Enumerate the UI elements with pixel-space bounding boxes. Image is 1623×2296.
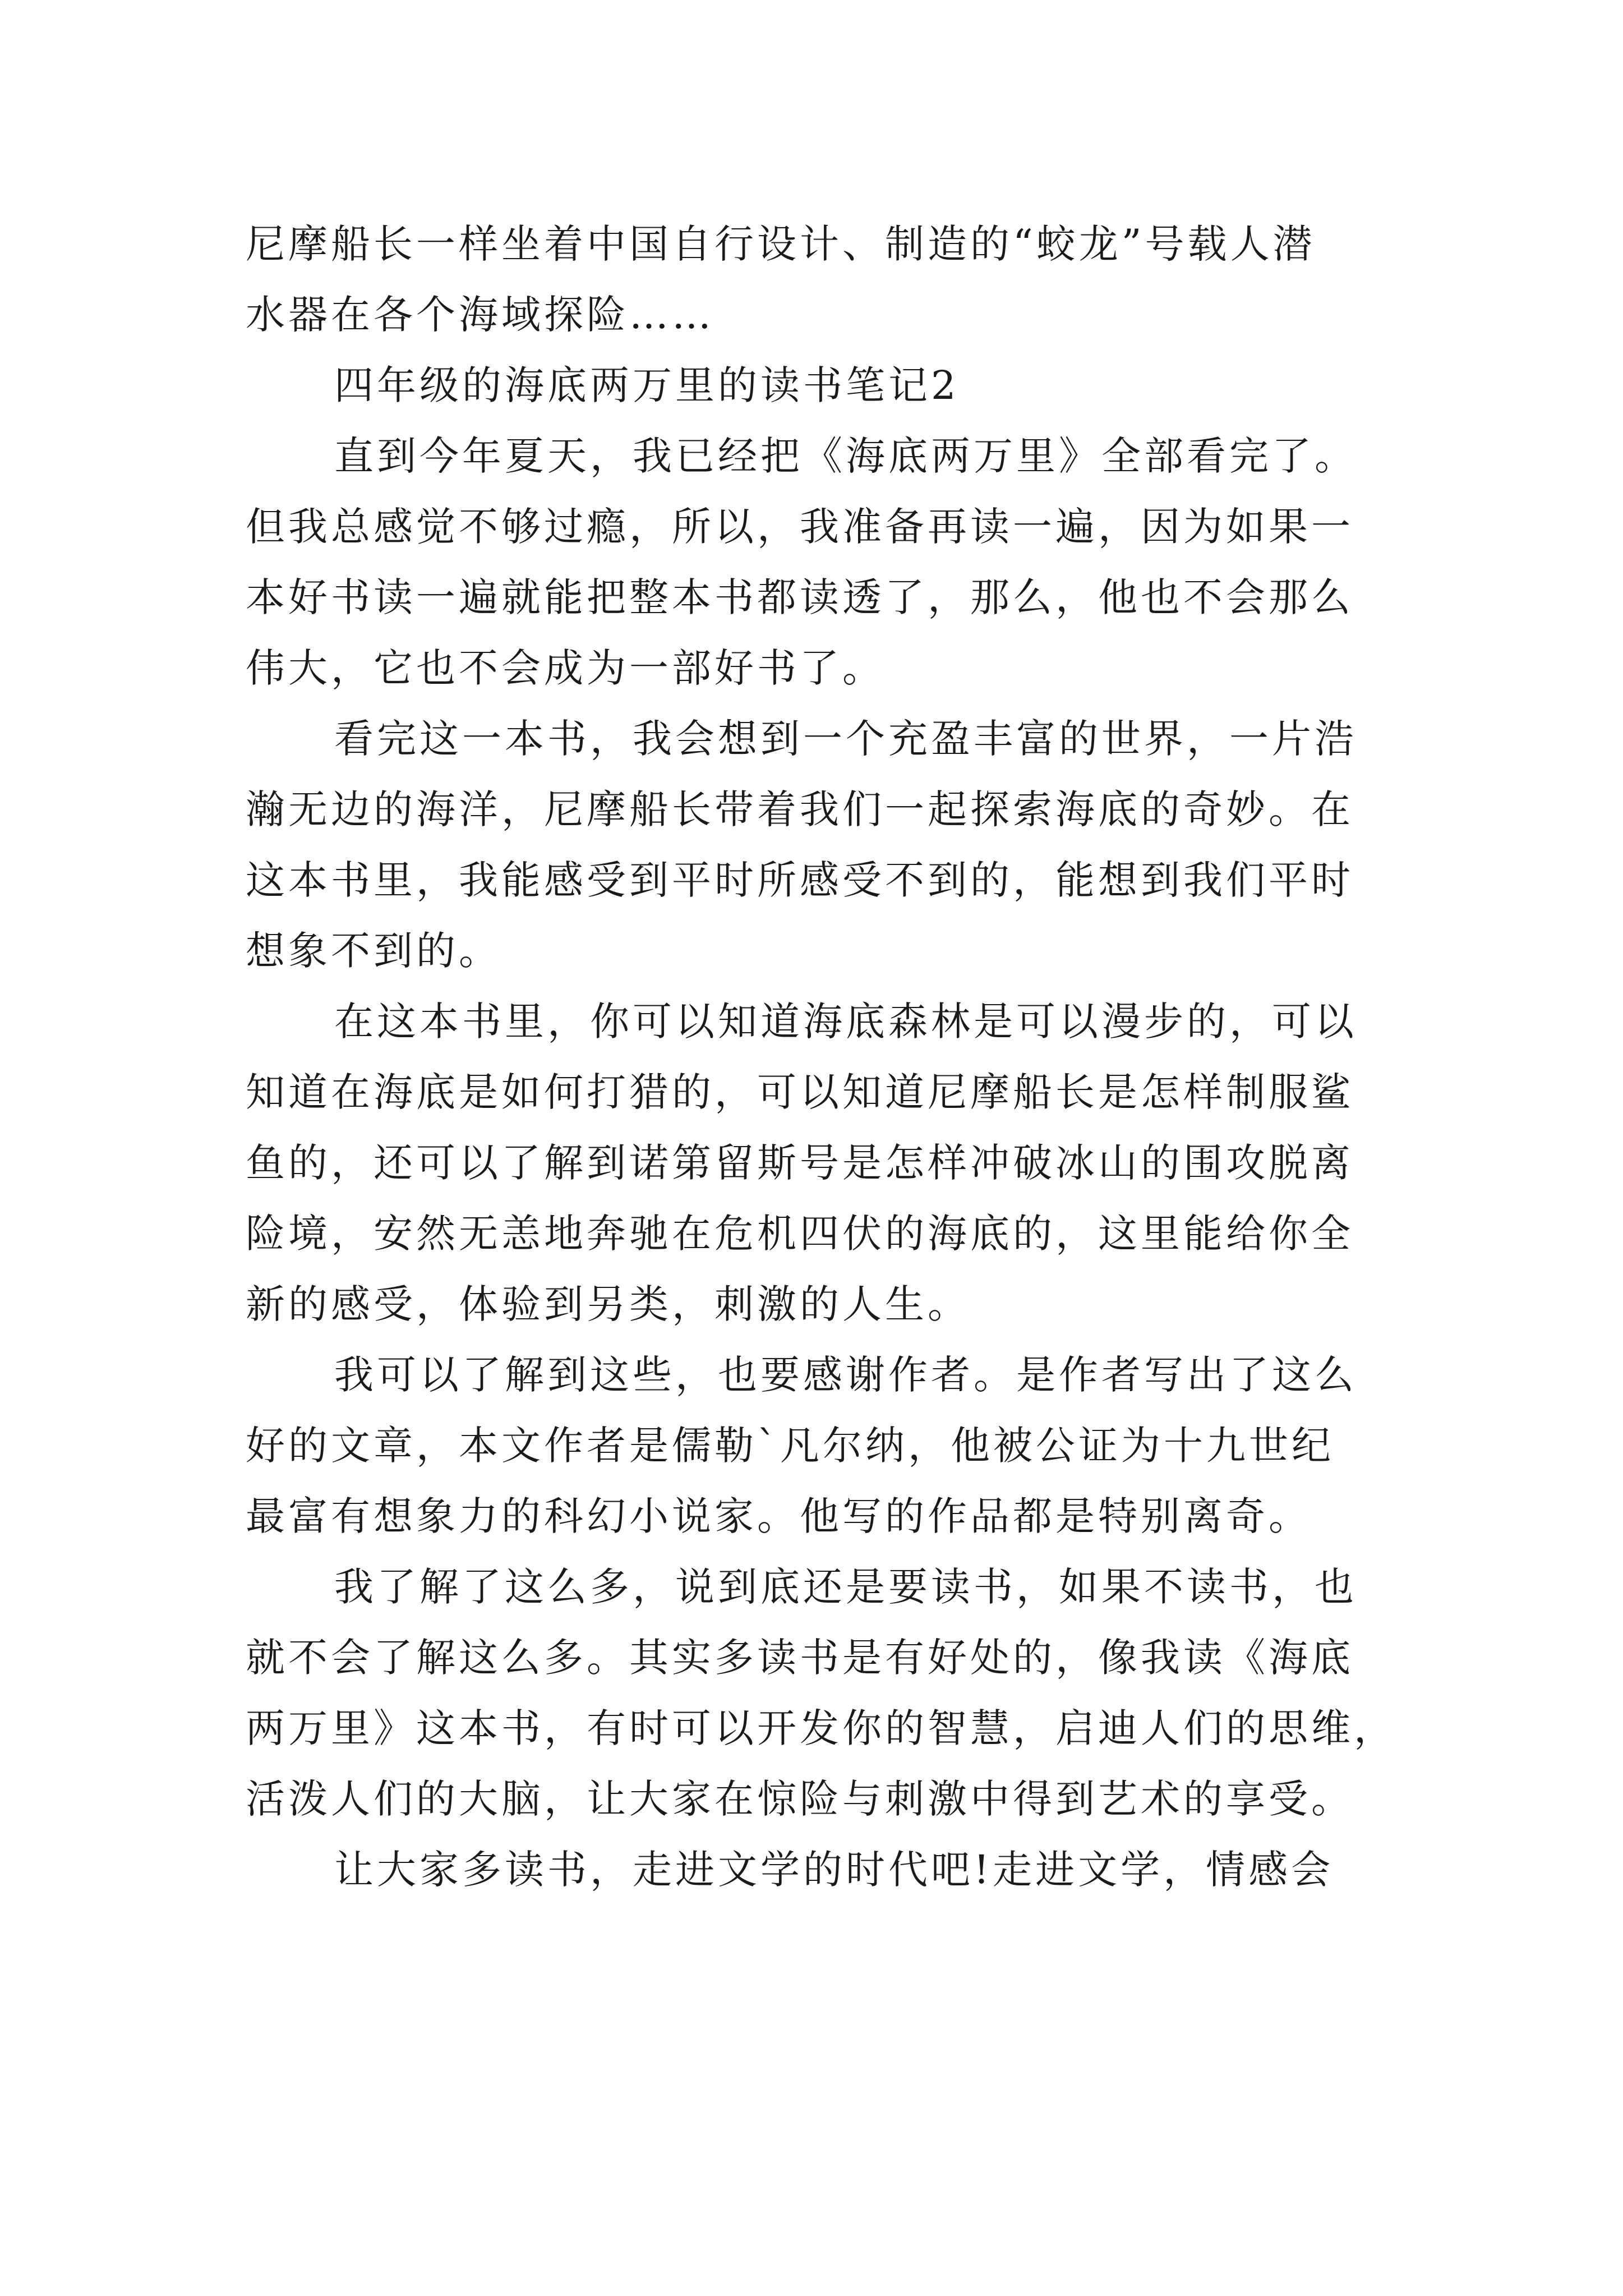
document-body xyxy=(246,209,1396,1905)
text-line: 鱼的，还可以了解到诺第留斯号是怎样冲破冰山的围攻脱离 xyxy=(246,1140,1354,1186)
text-line: 瀚无边的海洋，尼摩船长带着我们一起探索海底的奇妙。在 xyxy=(246,786,1354,832)
text-line: 这本书里，我能感受到平时所感受不到的，能想到我们平时 xyxy=(246,857,1354,903)
text-line: 伟大，它也不会成为一部好书了。 xyxy=(246,645,885,691)
paragraph-5 xyxy=(246,986,1378,1340)
text-line: 最富有想象力的科幻小说家。他写的作品都是特别离奇。 xyxy=(246,1493,1311,1539)
section-heading xyxy=(246,350,1378,421)
text-line: 活泼人们的大脑，让大家在惊险与刺激中得到艺术的享受。 xyxy=(246,1776,1354,1822)
paragraph-8 xyxy=(246,1834,1378,1905)
text-line: 我了解了这么多，说到底还是要读书，如果不读书，也 xyxy=(334,1564,1357,1610)
heading-line: 四年级的海底两万里的读书笔记2 xyxy=(334,362,960,408)
text-line: 两万里》这本书，有时可以开发你的智慧，启迪人们的思维， xyxy=(246,1705,1396,1751)
text-line: 本好书读一遍就能把整本书都读透了，那么，他也不会那么 xyxy=(246,574,1354,620)
text-line: 看完这一本书，我会想到一个充盈丰富的世界，一片浩 xyxy=(334,716,1357,762)
text-line: 想象不到的。 xyxy=(246,928,501,974)
paragraph-7 xyxy=(246,1552,1396,1834)
text-line: 在这本书里，你可以知道海底森林是可以漫步的，可以 xyxy=(334,999,1357,1045)
text-line: 我可以了解到这些，也要感谢作者。是作者写出了这么 xyxy=(334,1352,1357,1398)
paragraph-1 xyxy=(246,209,1378,350)
text-line: 好的文章，本文作者是儒勒`凡尔纳，他被公证为十九世纪 xyxy=(246,1423,1334,1469)
text-line: 新的感受，体验到另类，刺激的人生。 xyxy=(246,1281,970,1327)
text-line: 险境，安然无恙地奔驰在危机四伏的海底的，这里能给你全 xyxy=(246,1211,1354,1257)
text-line: 尼摩船长一样坐着中国自行设计、制造的“蛟龙”号载人潜 xyxy=(246,221,1316,267)
text-line: 让大家多读书，走进文学的时代吧!走进文学，情感会 xyxy=(334,1847,1334,1893)
paragraph-4 xyxy=(246,703,1378,986)
paragraph-3 xyxy=(246,421,1378,703)
text-line: 水器在各个海域探险…… xyxy=(246,292,714,338)
text-line: 直到今年夏天，我已经把《海底两万里》全部看完了。 xyxy=(334,433,1357,479)
text-line: 知道在海底是如何打猎的，可以知道尼摩船长是怎样制服鲨 xyxy=(246,1069,1354,1115)
text-line: 就不会了解这么多。其实多读书是有好处的，像我读《海底 xyxy=(246,1635,1354,1681)
paragraph-6 xyxy=(246,1340,1378,1552)
text-line: 但我总感觉不够过瘾，所以，我准备再读一遍，因为如果一 xyxy=(246,504,1354,550)
